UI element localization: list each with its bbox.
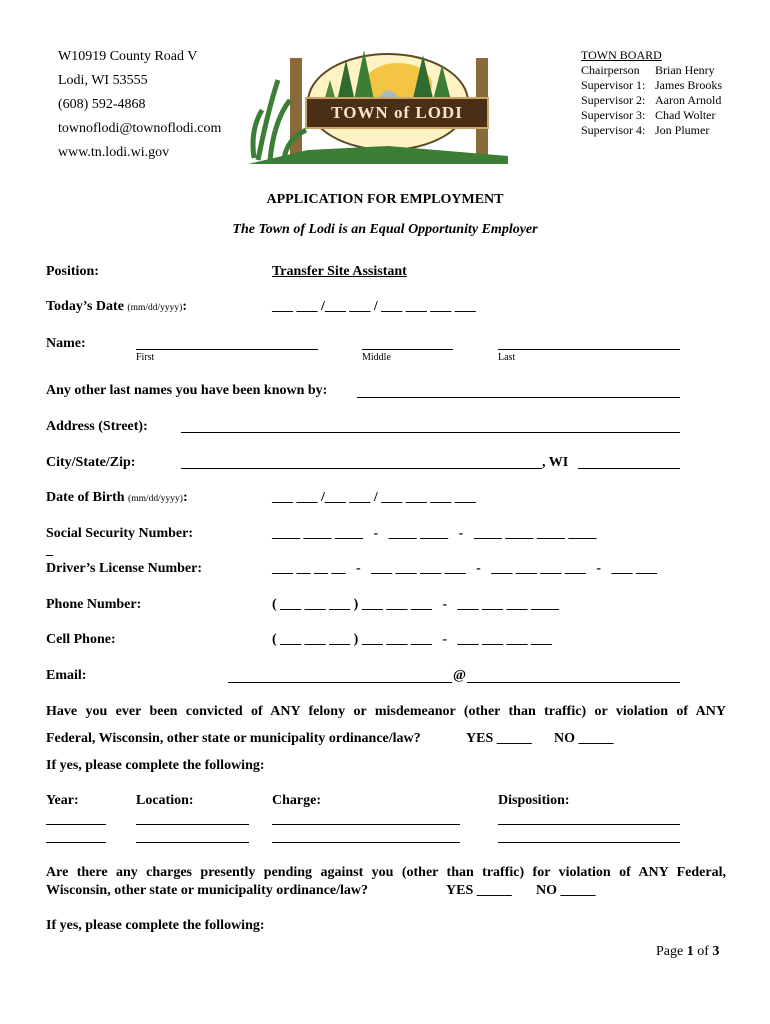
email-link[interactable]: townoflodi@townoflodi.com	[58, 121, 222, 136]
other-names-field[interactable]	[357, 397, 680, 398]
convicted-question-line2: Federal, Wisconsin, other state or municipality ordinance/law?	[46, 731, 421, 746]
col-disposition-header: Disposition:	[498, 793, 570, 808]
location-field-2[interactable]	[136, 842, 249, 843]
first-name-field[interactable]	[136, 349, 318, 350]
pending-ifyes-text: If yes, please complete the following:	[46, 918, 265, 933]
board-name-5: Jon Plumer	[655, 123, 710, 137]
email-user-field[interactable]	[228, 682, 452, 683]
pending-question-line1: Are there any charges presently pending against you (other than traffic) for violation of ANY Federal,	[46, 865, 726, 880]
address-label: Address (Street):	[46, 419, 148, 434]
col-year-header: Year:	[46, 793, 79, 808]
board-name-4: Chad Wolter	[655, 108, 716, 122]
board-name-3: Aaron Arnold	[655, 93, 722, 107]
address-line-2: Lodi, WI 53555	[58, 73, 148, 88]
state-wi-text: , WI	[542, 455, 569, 470]
town-logo	[248, 40, 508, 164]
name-label: Name:	[46, 336, 86, 351]
board-title: TOWN BOARD	[581, 48, 662, 62]
stray-mark: _	[46, 543, 53, 558]
form-subtitle: The Town of Lodi is an Equal Opportunity Employer	[232, 222, 538, 237]
board-role-5: Supervisor 4:	[581, 123, 646, 137]
board-name-2: James Brooks	[655, 78, 722, 92]
board-name-1: Brian Henry	[655, 63, 715, 77]
website-link[interactable]: www.tn.lodi.wi.gov	[58, 145, 170, 160]
board-role-4: Supervisor 3:	[581, 108, 646, 122]
page-number: Page 1 of 3	[656, 944, 720, 959]
middle-caption: Middle	[362, 352, 391, 363]
convicted-ifyes-text: If yes, please complete the following:	[46, 758, 265, 773]
pending-no-field[interactable]: NO _____	[536, 883, 596, 898]
email-at-sign: @	[453, 668, 467, 683]
board-role-1: Chairperson	[581, 63, 640, 77]
other-names-label: Any other last names you have been known by:	[46, 383, 328, 398]
convicted-no-field[interactable]: NO _____	[554, 731, 614, 746]
position-value: Transfer Site Assistant	[272, 264, 407, 279]
cell-field[interactable]: ( ___ ___ ___ ) ___ ___ ___ - ___ ___ ___ ___	[272, 632, 552, 647]
phone-label: Phone Number:	[46, 597, 142, 612]
pending-question-line2: Wisconsin, other state or municipality ordinance/law?	[46, 883, 369, 898]
address-line-1: W10919 County Road V	[58, 49, 198, 64]
ssn-field[interactable]: ____ ____ ____ - ____ ____ - ____ ____ ____ ____	[272, 526, 597, 541]
board-role-3: Supervisor 2:	[581, 93, 646, 107]
convicted-question-line1: Have you ever been convicted of ANY felony or misdemeanor (other than traffic) or violation of ANY	[46, 704, 726, 719]
zip-field[interactable]	[578, 468, 680, 469]
phone-field[interactable]: ( ___ ___ ___ ) ___ ___ ___ - ___ ___ ___ ____	[272, 597, 559, 612]
last-caption: Last	[498, 352, 516, 363]
last-name-field[interactable]	[498, 349, 680, 350]
convicted-yes-field[interactable]: YES _____	[466, 731, 532, 746]
year-field-1[interactable]	[46, 824, 106, 825]
location-field-1[interactable]	[136, 824, 249, 825]
todays-date-label: Today’s Date (mm/dd/yyyy):	[46, 299, 187, 314]
drivers-license-field[interactable]: ___ __ __ __ - ___ ___ ___ ___ - ___ ___ ___ ___ - ___ ___	[272, 561, 657, 576]
middle-name-field[interactable]	[362, 349, 453, 350]
logo-text: TOWN of LODI	[331, 103, 463, 122]
disposition-field-1[interactable]	[498, 824, 680, 825]
board-role-2: Supervisor 1:	[581, 78, 646, 92]
year-field-2[interactable]	[46, 842, 106, 843]
col-location-header: Location:	[136, 793, 194, 808]
cell-label: Cell Phone:	[46, 632, 116, 647]
todays-date-field[interactable]: ___ ___ /___ ___ / ___ ___ ___ ___	[272, 299, 476, 314]
position-label: Position:	[46, 264, 99, 279]
disposition-field-2[interactable]	[498, 842, 680, 843]
email-domain-field[interactable]	[467, 682, 680, 683]
dob-field[interactable]: ___ ___ /___ ___ / ___ ___ ___ ___	[272, 490, 476, 505]
charge-field-2[interactable]	[272, 842, 460, 843]
city-field[interactable]	[181, 468, 542, 469]
city-label: City/State/Zip:	[46, 455, 136, 470]
form-title: APPLICATION FOR EMPLOYMENT	[266, 192, 504, 207]
phone-text: (608) 592-4868	[58, 97, 146, 112]
address-field[interactable]	[181, 432, 680, 433]
charge-field-1[interactable]	[272, 824, 460, 825]
email-label: Email:	[46, 668, 87, 683]
ssn-label: Social Security Number:	[46, 526, 193, 541]
dob-label: Date of Birth (mm/dd/yyyy):	[46, 490, 188, 505]
col-charge-header: Charge:	[272, 793, 321, 808]
drivers-license-label: Driver’s License Number:	[46, 561, 203, 576]
first-caption: First	[136, 352, 155, 363]
pending-yes-field[interactable]: YES _____	[446, 883, 512, 898]
